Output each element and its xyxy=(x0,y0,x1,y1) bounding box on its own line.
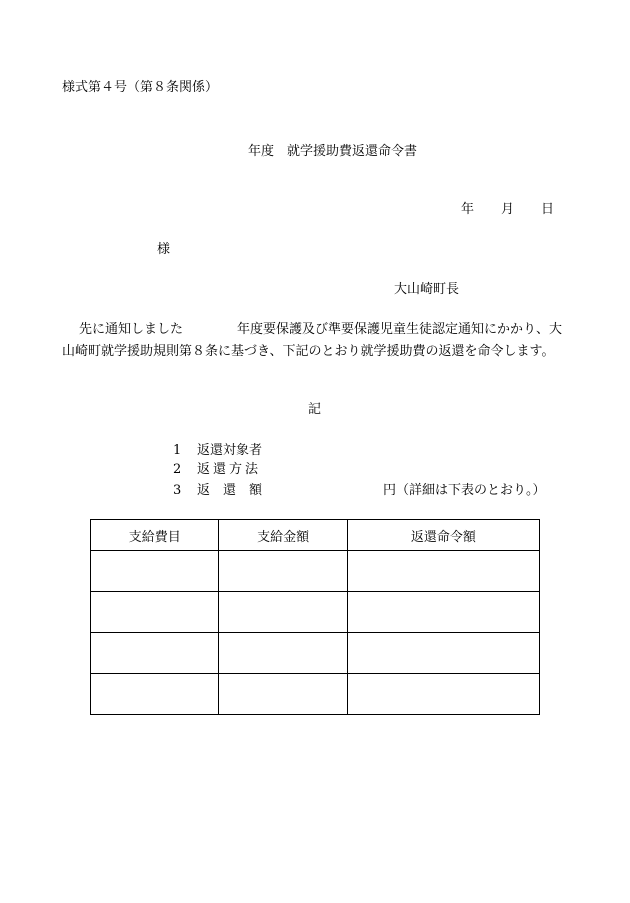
table-cell xyxy=(91,674,219,715)
repayment-table xyxy=(90,519,540,715)
item-1-number: 1 xyxy=(173,443,182,458)
date-year-label: 年 xyxy=(461,202,475,217)
table-cell xyxy=(347,674,539,715)
body-line-1-end: 年度要保護及び準要保護児童生徒認定通知にかかり、大 xyxy=(237,322,563,337)
form-number: 様式第４号（第８条関係） xyxy=(62,80,219,95)
issuer-name: 大山崎町長 xyxy=(394,282,460,297)
table-cell xyxy=(347,551,539,592)
table-cell xyxy=(219,674,347,715)
date-day-label: 日 xyxy=(541,202,555,217)
table-row xyxy=(91,633,540,674)
body-line-1-start: 先に通知しました xyxy=(79,322,184,337)
table-cell xyxy=(91,633,219,674)
item-3-label-char-3: 額 xyxy=(249,483,263,498)
table-cell xyxy=(219,551,347,592)
document-title: 年度 就学援助費返還命令書 xyxy=(248,144,418,159)
table-header-row xyxy=(91,520,540,551)
header-payment-item: 支給費目 xyxy=(91,520,219,551)
item-2-number: 2 xyxy=(173,462,182,477)
table-cell xyxy=(91,551,219,592)
date-month-label: 月 xyxy=(501,202,515,217)
item-3-label-char-2: 還 xyxy=(223,483,237,498)
header-payment-amount: 支給金額 xyxy=(219,520,347,551)
table-cell xyxy=(91,592,219,633)
table-cell xyxy=(219,633,347,674)
table-row xyxy=(91,592,540,633)
body-line-2: 山崎町就学援助規則第８条に基づき、下記のとおり就学援助費の返還を命令します。 xyxy=(62,344,555,359)
header-repayment-amount: 返還命令額 xyxy=(347,520,539,551)
item-3-note: 円（詳細は下表のとおり。） xyxy=(383,483,546,498)
item-3-number: 3 xyxy=(173,483,182,498)
item-3-label xyxy=(197,484,262,497)
table-cell xyxy=(347,633,539,674)
table-cell xyxy=(347,592,539,633)
addressee-honorific: 様 xyxy=(157,242,171,257)
item-2-label: 返還方法 xyxy=(197,462,262,477)
table-row xyxy=(91,551,540,592)
ki-heading: 記 xyxy=(308,402,322,417)
item-3-label-char-1: 返 xyxy=(197,483,211,498)
table-row xyxy=(91,674,540,715)
item-1-label: 返還対象者 xyxy=(197,443,263,458)
table-cell xyxy=(219,592,347,633)
